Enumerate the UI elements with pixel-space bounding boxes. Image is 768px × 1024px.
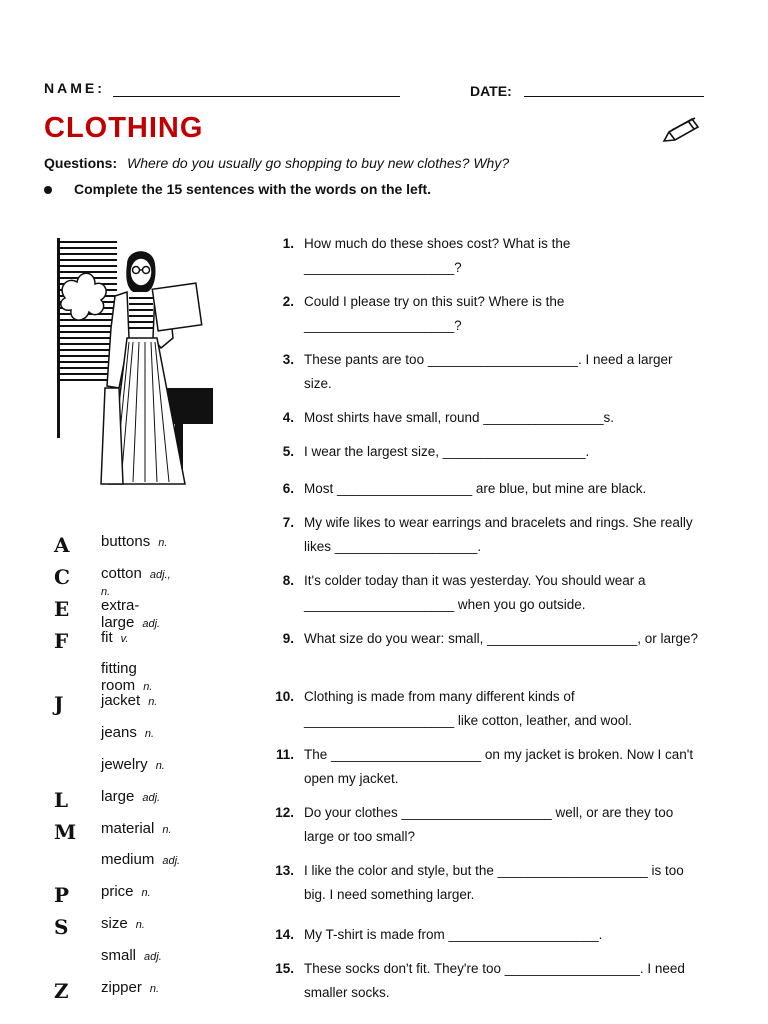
letter-marker: S <box>54 915 69 939</box>
date-blank[interactable] <box>524 96 704 97</box>
vocab-word: jeans n. <box>101 724 155 741</box>
vocab-word: cotton adj., n. <box>101 565 171 598</box>
question-text: These socks don't fit. They're too __________________. I need smaller socks. <box>304 961 685 1000</box>
date-label: DATE: <box>470 83 512 99</box>
question-text: I like the color and style, but the ____________________ is too big. I need something larger. <box>304 863 684 902</box>
vocab-word: fit v. <box>101 629 129 646</box>
question-text: My T-shirt is made from ____________________. <box>304 927 603 942</box>
question-text: These pants are too ____________________. I need a larger size. <box>304 352 673 391</box>
letter-marker: C <box>54 565 70 589</box>
vocab-word: fitting room n. <box>101 660 153 694</box>
question-text: Clothing is made from many different kinds of ____________________ like cotton, leather, and wool. <box>304 689 633 728</box>
question-text: Do your clothes ____________________ well, or are they too large or too small? <box>304 805 674 844</box>
question-number: 1. <box>282 236 294 251</box>
question-text: My wife likes to wear earrings and bracelets and rings. She really likes ___________________. <box>304 515 693 554</box>
question-number: 9. <box>282 631 294 646</box>
letter-marker: M <box>54 820 77 844</box>
name-label: NAME: <box>44 80 105 96</box>
question-number: 6. <box>282 481 294 496</box>
questions-text: Where do you usually go shopping to buy new clothes? Why? <box>127 155 510 171</box>
question-text: How much do these shoes cost? What is the ____________________? <box>304 236 571 275</box>
letter-marker: L <box>54 788 69 812</box>
question-number: 14. <box>275 927 294 942</box>
question-number: 15. <box>275 961 294 976</box>
vocab-word: price n. <box>101 883 151 900</box>
name-blank[interactable] <box>113 96 400 97</box>
question-text: Could I please try on this suit? Where is the ____________________? <box>304 294 565 333</box>
letter-marker: A <box>54 533 70 557</box>
question-number: 3. <box>282 352 294 367</box>
letter-marker: Z <box>54 979 69 1003</box>
vocab-word: small adj. <box>101 947 162 964</box>
vocab-word: medium adj. <box>101 851 181 868</box>
instruction <box>44 181 431 197</box>
letter-marker: F <box>54 629 69 653</box>
questions-label: Questions: <box>44 155 118 171</box>
questions-line <box>44 155 509 171</box>
question-number: 11. <box>275 747 294 762</box>
vocab-word: extra-large adj. <box>101 597 161 631</box>
pencil-icon <box>660 115 702 145</box>
question-number: 4. <box>282 410 294 425</box>
question-number: 2. <box>282 294 294 309</box>
question-text: The ____________________ on my jacket is broken. Now I can't open my jacket. <box>304 747 694 786</box>
vocab-word: large adj. <box>101 788 161 805</box>
letter-marker: J <box>54 692 64 716</box>
page-title: CLOTHING <box>44 112 204 144</box>
question-number: 10. <box>275 689 294 704</box>
question-text: Most shirts have small, round ________________s. <box>304 410 614 425</box>
vocab-word: size n. <box>101 915 145 932</box>
question-text: What size do you wear: small, ____________________, or large? <box>304 631 699 646</box>
vocab-word: jewelry n. <box>101 756 165 773</box>
bullet-icon <box>44 186 52 194</box>
instruction-text: Complete the 15 sentences with the words on the left. <box>74 181 432 197</box>
vocab-word: buttons n. <box>101 533 168 550</box>
vocab-word: material n. <box>101 820 172 837</box>
question-number: 13. <box>275 863 294 878</box>
letter-marker: E <box>54 597 70 621</box>
question-number: 8. <box>282 573 294 588</box>
question-text: It's colder today than it was yesterday. You should wear a ____________________ when you go outside. <box>304 573 646 612</box>
vocab-word: zipper n. <box>101 979 160 996</box>
question-text: Most __________________ are blue, but mine are black. <box>304 481 647 496</box>
woman-shopping-illustration <box>57 238 215 488</box>
vocab-word: jacket n. <box>101 692 158 709</box>
letter-marker: P <box>54 883 70 907</box>
question-text: I wear the largest size, ___________________. <box>304 444 590 459</box>
question-number: 7. <box>282 515 294 530</box>
question-number: 5. <box>282 444 294 459</box>
question-number: 12. <box>275 805 294 820</box>
